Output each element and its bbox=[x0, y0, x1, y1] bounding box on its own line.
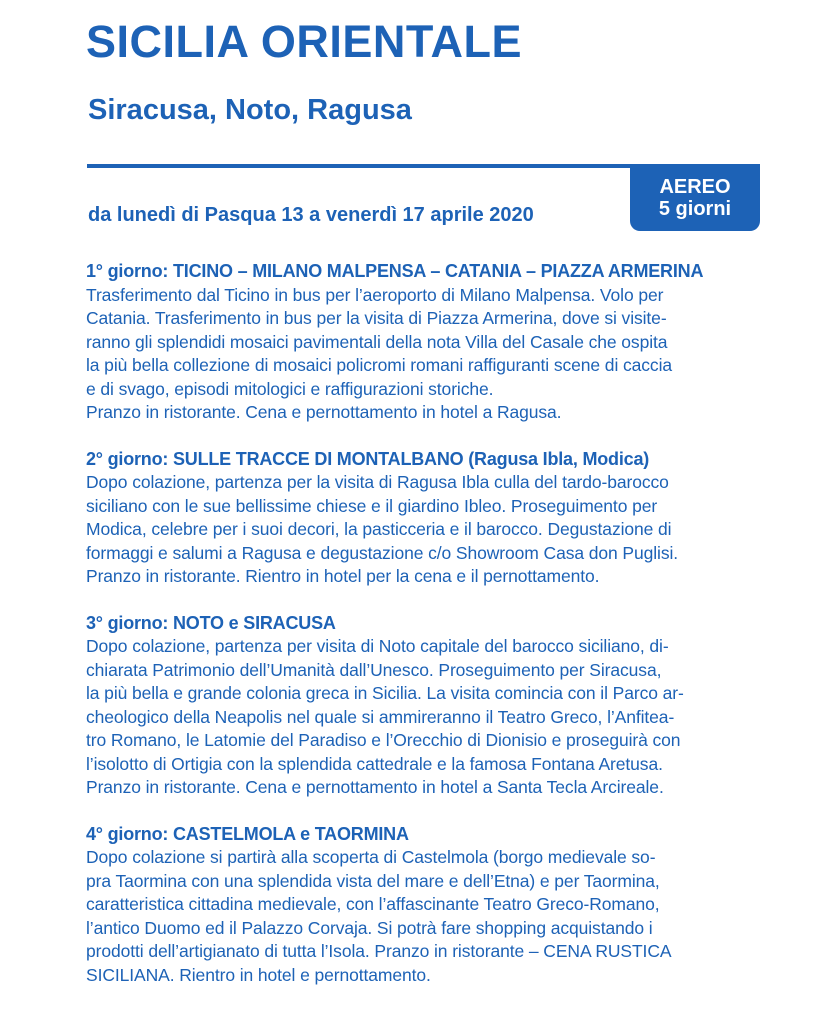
day-description-line: ranno gli splendidi mosaici pavimentali della nota Villa del Casale che ospita bbox=[86, 331, 668, 352]
day-section bbox=[86, 612, 764, 800]
day-description-line: formaggi e salumi a Ragusa e degustazione c/o Showroom Casa don Puglisi. bbox=[86, 542, 679, 563]
day-description-line: Catania. Trasferimento in bus per la visita di Piazza Armerina, dove si visite- bbox=[86, 308, 667, 328]
day-description-line: l’antico Duomo ed il Palazzo Corvaja. Si potrà fare shopping acquistando i bbox=[86, 917, 653, 938]
day-description bbox=[86, 471, 764, 589]
transport-badge bbox=[630, 167, 760, 231]
day-section bbox=[86, 448, 764, 589]
day-description bbox=[86, 846, 764, 987]
day-description-line: Trasferimento dal Ticino in bus per l’aeroporto di Milano Malpensa. Volo per bbox=[86, 284, 664, 305]
day-description-line: cheologico della Neapolis nel quale si ammireranno il Teatro Greco, l’Anfitea- bbox=[86, 706, 675, 727]
day-description-line: la più bella collezione di mosaici policromi romani raffiguranti scene di caccia bbox=[86, 355, 672, 375]
day-description-line: Pranzo in ristorante. Cena e pernottamento in hotel a Santa Tecla Arcireale. bbox=[86, 777, 664, 797]
day-description-line: la più bella e grande colonia greca in Sicilia. La visita comincia con il Parco ar- bbox=[86, 683, 684, 703]
day-heading: 3° giorno: NOTO e SIRACUSA bbox=[86, 612, 336, 633]
page-subtitle: Siracusa, Noto, Ragusa bbox=[88, 94, 412, 126]
day-description bbox=[86, 635, 764, 800]
day-description-line: pra Taormina con una splendida vista del mare e dell’Etna) e per Taormina, bbox=[86, 870, 660, 891]
day-description-line: caratteristica cittadina medievale, con l’affascinante Teatro Greco-Romano, bbox=[86, 894, 660, 914]
day-description-line: Pranzo in ristorante. Rientro in hotel per la cena e il pernottamento. bbox=[86, 566, 600, 586]
day-heading: 2° giorno: SULLE TRACCE DI MONTALBANO (Ragusa Ibla, Modica) bbox=[86, 448, 650, 469]
day-description-line: Dopo colazione, partenza per la visita di Ragusa Ibla culla del tardo-barocco bbox=[86, 472, 669, 492]
page-title: SICILIA ORIENTALE bbox=[86, 16, 522, 67]
day-description-line: chiarata Patrimonio dell’Umanità dall’Unesco. Proseguimento per Siracusa, bbox=[86, 659, 662, 680]
day-description-line: Pranzo in ristorante. Cena e pernottamento in hotel a Ragusa. bbox=[86, 402, 562, 422]
day-description-line: SICILIANA. Rientro in hotel e pernottamento. bbox=[86, 964, 431, 985]
day-section bbox=[86, 823, 764, 988]
day-description-line: siciliano con le sue bellissime chiese e il giardino Ibleo. Proseguimento per bbox=[86, 495, 658, 516]
day-heading: 1° giorno: TICINO – MILANO MALPENSA – CATANIA – PIAZZA ARMERINA bbox=[86, 261, 704, 281]
day-section bbox=[86, 260, 764, 425]
day-description-line: l’isolotto di Ortigia con la splendida cattedrale e la famosa Fontana Aretusa. bbox=[86, 753, 663, 774]
badge-duration: 5 giorni bbox=[658, 198, 732, 220]
day-description-line: Dopo colazione, partenza per visita di Noto capitale del barocco siciliano, di- bbox=[86, 636, 669, 656]
day-list bbox=[86, 260, 764, 1010]
day-description-line: prodotti dell’artigianato di tutta l’Isola. Pranzo in ristorante – CENA RUSTICA bbox=[86, 941, 672, 961]
day-heading: 4° giorno: CASTELMOLA e TAORMINA bbox=[86, 823, 409, 844]
trip-dates: da lunedì di Pasqua 13 a venerdì 17 aprile 2020 bbox=[88, 204, 534, 226]
day-description-line: Dopo colazione si partirà alla scoperta di Castelmola (borgo medievale so- bbox=[86, 847, 656, 867]
badge-transport: AEREO bbox=[659, 176, 731, 198]
day-description-line: tro Romano, le Latomie del Paradiso e l’Orecchio di Dionisio e proseguirà con bbox=[86, 730, 681, 750]
day-description-line: Modica, celebre per i suoi decori, la pasticceria e il barocco. Degustazione di bbox=[86, 519, 672, 539]
day-description-line: e di svago, episodi mitologici e raffigurazioni storiche. bbox=[86, 378, 494, 399]
day-description bbox=[86, 284, 764, 425]
